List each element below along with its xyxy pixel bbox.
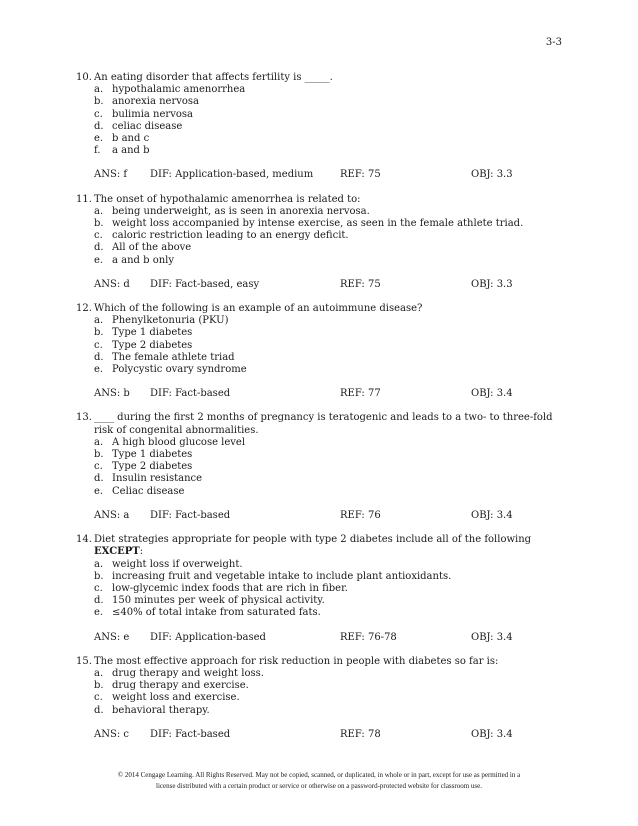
answer-row	[76, 729, 566, 741]
question-stem: ____ during the first 2 months of pregnancy is teratogenic and leads to a two- to three-fold risk of congenital abnormalities.	[94, 412, 553, 436]
reference: REF: 75	[340, 169, 381, 181]
option-b: b. anorexia nervosa	[94, 96, 200, 108]
question-12	[76, 303, 566, 400]
option-d: d. celiac disease	[94, 120, 183, 132]
question-14	[76, 534, 566, 644]
question-number: 13.	[76, 412, 92, 424]
option-c: c. Type 2 diabetes	[94, 461, 193, 473]
question-13	[76, 412, 566, 522]
option-e: e. a and b only	[94, 254, 175, 266]
option-b: b. drug therapy and exercise.	[94, 680, 249, 692]
question-stem: Which of the following is an example of an autoimmune disease?	[94, 303, 423, 315]
objective: OBJ: 3.3	[471, 278, 513, 290]
option-b: b. weight loss accompanied by intense exercise, as seen in the female athlete triad.	[94, 218, 524, 230]
option-b: b. increasing fruit and vegetable intake to include plant antioxidants.	[94, 570, 452, 582]
reference: REF: 78	[340, 728, 381, 740]
difficulty: DIF: Application-based	[150, 631, 266, 643]
question-number: 12.	[76, 303, 92, 315]
reference: REF: 76-78	[340, 631, 397, 643]
answer-row	[76, 279, 566, 291]
objective: OBJ: 3.4	[471, 631, 513, 643]
question-stem: An eating disorder that affects fertility is _____.	[94, 72, 333, 83]
objective: OBJ: 3.4	[471, 728, 513, 740]
question-number: 14.	[76, 534, 92, 546]
question-stem: The most effective approach for risk reduction in people with diabetes so far is:	[94, 655, 499, 667]
answer: ANS: a	[94, 509, 130, 521]
difficulty: DIF: Fact-based	[150, 388, 231, 400]
reference: REF: 77	[340, 388, 381, 400]
option-c: c. bulimia nervosa	[94, 108, 193, 120]
option-d: d. 150 minutes per week of physical activity.	[94, 595, 325, 607]
answer-row	[76, 169, 566, 181]
reference: REF: 75	[340, 278, 381, 290]
question-stem: The onset of hypothalamic amenorrhea is related to:	[94, 193, 361, 205]
option-c: c. low-glycemic index foods that are rich in fiber.	[94, 582, 348, 594]
reference: REF: 76	[340, 509, 381, 521]
difficulty: DIF: Application-based, medium	[150, 169, 314, 181]
option-d: d. behavioral therapy.	[94, 704, 210, 716]
answer-row	[76, 632, 566, 644]
question-number: 10.	[76, 72, 92, 83]
difficulty: DIF: Fact-based, easy	[150, 278, 260, 290]
answer: ANS: d	[94, 278, 130, 290]
option-f: f. a and b	[94, 145, 150, 157]
answer-row	[76, 510, 566, 522]
option-c: c. weight loss and exercise.	[94, 692, 240, 704]
option-b: b. Type 1 diabetes	[94, 327, 193, 339]
page-number: 3-3	[545, 37, 562, 48]
difficulty: DIF: Fact-based	[150, 509, 231, 521]
copyright-footer	[60, 770, 578, 792]
question-list	[76, 72, 566, 753]
objective: OBJ: 3.3	[471, 169, 513, 181]
answer: ANS: e	[94, 631, 130, 643]
option-d: d. Insulin resistance	[94, 473, 203, 485]
option-a: a. drug therapy and weight loss.	[94, 667, 264, 679]
question-number: 11.	[76, 193, 92, 205]
question-11	[76, 194, 566, 291]
answer: ANS: b	[94, 388, 130, 400]
answer: ANS: f	[94, 169, 128, 181]
option-a: a. A high blood glucose level	[94, 436, 246, 448]
option-e: e. Polycystic ovary syndrome	[94, 364, 247, 376]
question-10	[76, 72, 566, 182]
except-emphasis: EXCEPT	[94, 546, 140, 558]
option-a: a. hypothalamic amenorrhea	[94, 84, 246, 96]
footer-line-1: © 2014 Cengage Learning. All Rights Reserved. May not be copied, scanned, or duplicated, in whole or in part, except for use as permitted in a	[117, 771, 521, 779]
question-stem: Diet strategies appropriate for people with type 2 diabetes include all of the following EXCEPT:	[94, 534, 532, 558]
option-c: c. Type 2 diabetes	[94, 339, 193, 351]
option-d: d. All of the above	[94, 242, 192, 254]
option-a: a. weight loss if overweight.	[94, 558, 243, 570]
answer: ANS: c	[94, 728, 129, 740]
option-e: e. ≤40% of total intake from saturated fats.	[94, 607, 321, 619]
objective: OBJ: 3.4	[471, 388, 513, 400]
question-number: 15.	[76, 655, 92, 667]
option-e: e. b and c	[94, 133, 150, 145]
option-d: d. The female athlete triad	[94, 351, 235, 363]
difficulty: DIF: Fact-based	[150, 728, 231, 740]
option-e: e. Celiac disease	[94, 485, 185, 497]
footer-line-2: license distributed with a certain product or service or otherwise on a password-protected website for classroom use.	[156, 782, 482, 790]
question-15	[76, 656, 566, 741]
answer-row	[76, 388, 566, 400]
option-b: b. Type 1 diabetes	[94, 449, 193, 461]
option-a: a. Phenylketonuria (PKU)	[94, 315, 229, 327]
option-c: c. caloric restriction leading to an energy deficit.	[94, 230, 349, 242]
objective: OBJ: 3.4	[471, 509, 513, 521]
option-a: a. being underweight, as is seen in anorexia nervosa.	[94, 205, 370, 217]
